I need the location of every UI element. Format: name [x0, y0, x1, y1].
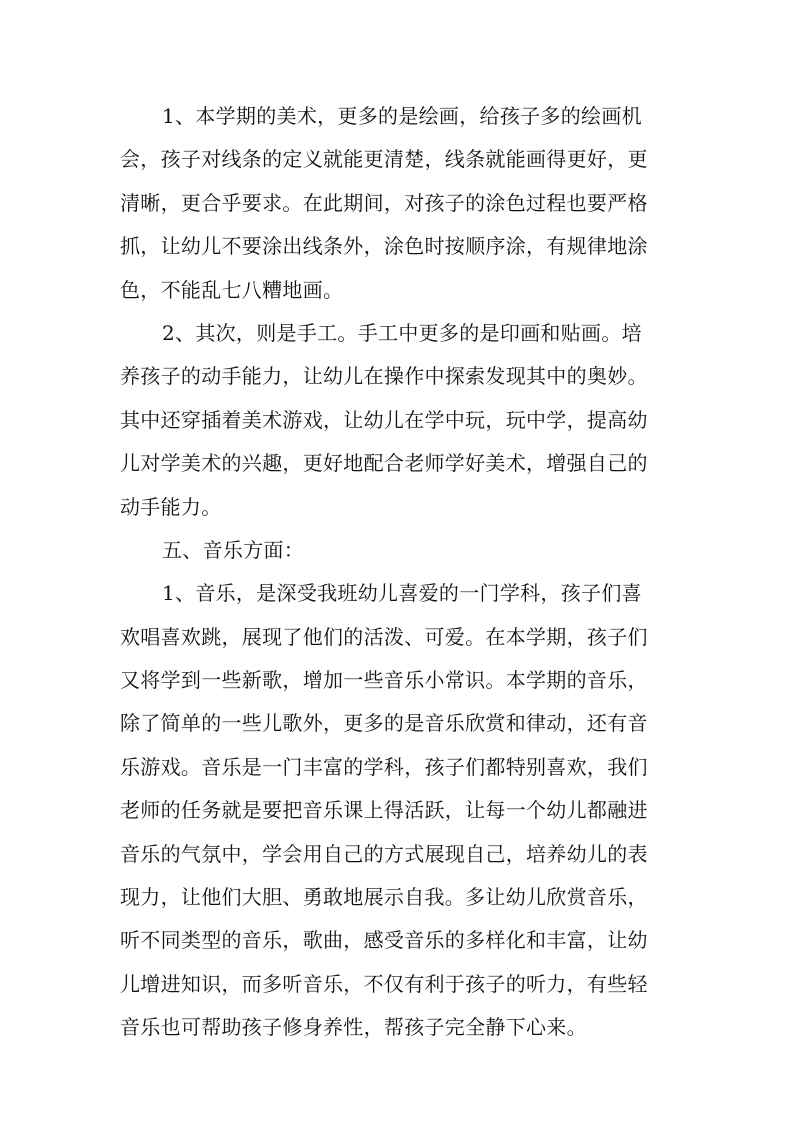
text-line: 欢唱喜欢跳，展现了他们的活泼、可爱。在本学期，孩子们	[120, 624, 648, 649]
section-heading-music	[120, 529, 680, 572]
text-line: 其中还穿插着美术游戏，让幼儿在学中玩，玩中学，提高幼	[120, 407, 648, 432]
text-line: 音乐也可帮助孩子修身养性，帮孩子完全静下心来。	[120, 1015, 587, 1040]
document-body	[120, 95, 680, 1050]
paragraph-music	[120, 572, 680, 1049]
text-line: 音乐的气氛中，学会用自己的方式展现自己，培养幼儿的表	[120, 841, 648, 866]
text-line: 除了简单的一些儿歌外，更多的是音乐欣赏和律动，还有音	[120, 711, 648, 736]
text-line: 清晰，更合乎要求。在此期间，对孩子的涂色过程也要严格	[120, 190, 648, 215]
text-line: 抓，让幼儿不要涂出线条外，涂色时按顺序涂，有规律地涂	[120, 234, 648, 259]
text-line: 听不同类型的音乐，歌曲，感受音乐的多样化和丰富，让幼	[120, 928, 648, 953]
text-line: 又将学到一些新歌，增加一些音乐小常识。本学期的音乐，	[120, 668, 648, 693]
text-line: 1、音乐，是深受我班幼儿喜爱的一门学科，孩子们喜	[162, 581, 642, 606]
text-line: 2、其次，则是手工。手工中更多的是印画和贴画。培	[162, 320, 642, 345]
text-line: 色，不能乱七八糟地画。	[120, 277, 344, 302]
text-line: 养孩子的动手能力，让幼儿在操作中探索发现其中的奥妙。	[120, 364, 648, 389]
text-line: 乐游戏。音乐是一门丰富的学科，孩子们都特别喜欢，我们	[120, 754, 648, 779]
text-line: 儿对学美术的兴趣，更好地配合老师学好美术，增强自己的	[120, 451, 648, 476]
text-line: 会，孩子对线条的定义就能更清楚，线条就能画得更好，更	[120, 147, 648, 172]
text-line: 儿增进知识，而多听音乐，不仅有利于孩子的听力，有些轻	[120, 971, 648, 996]
text-line: 现力，让他们大胆、勇敢地展示自我。多让幼儿欣赏音乐，	[120, 885, 648, 910]
paragraph-art-drawing	[120, 95, 680, 312]
paragraph-handcraft	[120, 312, 680, 529]
section-heading-text: 五、音乐方面：	[162, 537, 305, 562]
text-line: 老师的任务就是要把音乐课上得活跃，让每一个幼儿都融进	[120, 798, 648, 823]
text-line: 动手能力。	[120, 494, 222, 519]
text-line: 1、本学期的美术，更多的是绘画，给孩子多的绘画机	[162, 104, 642, 128]
